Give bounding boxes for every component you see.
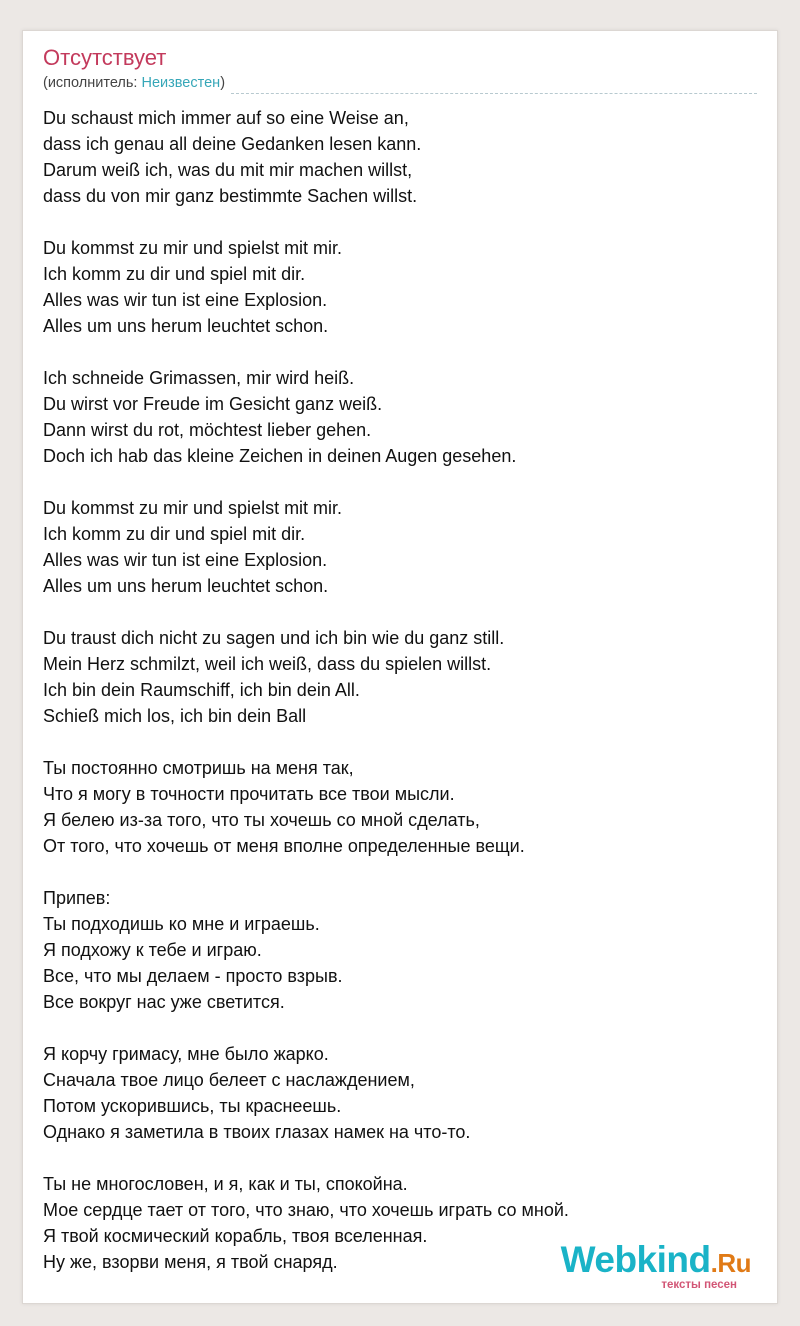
- lyrics-line: Darum weiß ich, was du mit mir machen willst,: [43, 160, 413, 180]
- site-logo[interactable]: [561, 1241, 751, 1291]
- lyrics-stanza: [43, 1171, 569, 1275]
- lyrics-line: Все, что мы делаем - просто взрыв.: [43, 966, 343, 986]
- lyrics-line: Alles um uns herum leuchtet schon.: [43, 316, 329, 336]
- lyrics-line: dass du von mir ganz bestimmte Sachen willst.: [43, 186, 418, 206]
- logo-tld: .Ru: [710, 1248, 751, 1278]
- lyrics-line: Ich komm zu dir und spiel mit dir.: [43, 264, 306, 284]
- lyrics-line: Ich komm zu dir und spiel mit dir.: [43, 524, 306, 544]
- artist-prefix: (исполнитель:: [43, 75, 142, 91]
- lyrics-line: Все вокруг нас уже светится.: [43, 992, 285, 1012]
- lyrics-line: Ich bin dein Raumschiff, ich bin dein All.: [43, 680, 360, 700]
- lyrics-line: Dann wirst du rot, möchtest lieber gehen.: [43, 420, 372, 440]
- song-title: Отсутствует: [43, 45, 167, 70]
- lyrics-stanza: [43, 365, 569, 469]
- lyrics-stanza: [43, 625, 569, 729]
- lyrics-line: Я твой космический корабль, твоя вселенная.: [43, 1226, 428, 1246]
- lyrics-stanza: [43, 235, 569, 339]
- lyrics-card: [22, 30, 778, 1304]
- lyrics-line: Ты не многословен, и я, как и ты, спокойна.: [43, 1174, 408, 1194]
- lyrics-line: Мое сердце тает от того, что знаю, что хочешь играть со мной.: [43, 1200, 569, 1220]
- artist-line: [43, 73, 225, 93]
- lyrics-stanza: [43, 1041, 569, 1145]
- lyrics-line: Alles was wir tun ist eine Explosion.: [43, 290, 328, 310]
- lyrics-line: Mein Herz schmilzt, weil ich weiß, dass du spielen willst.: [43, 654, 492, 674]
- lyrics-line: Ты подходишь ко мне и играешь.: [43, 914, 320, 934]
- logo-name: Webkind: [560, 1239, 711, 1280]
- artist-link[interactable]: Неизвестен: [141, 75, 221, 91]
- lyrics-line: Du traust dich nicht zu sagen und ich bin wie du ganz still.: [43, 628, 505, 648]
- lyrics-line: От того, что хочешь от меня вполне определенные вещи.: [43, 836, 525, 856]
- lyrics-line: Du wirst vor Freude im Gesicht ganz weiß.: [43, 394, 383, 414]
- lyrics-line: Du schaust mich immer auf so eine Weise an,: [43, 108, 409, 128]
- lyrics-line: Что я могу в точности прочитать все твои мысли.: [43, 784, 455, 804]
- lyrics-line: Schieß mich los, ich bin dein Ball: [43, 706, 307, 726]
- lyrics-stanza: [43, 755, 569, 859]
- lyrics-line: Ты постоянно смотришь на меня так,: [43, 758, 354, 778]
- lyrics-line: Однако я заметила в твоих глазах намек на что-то.: [43, 1122, 471, 1142]
- lyrics-line: Сначала твое лицо белеет с наслаждением,: [43, 1070, 415, 1090]
- lyrics-body: [43, 105, 569, 1301]
- dashed-divider: [231, 93, 757, 94]
- lyrics-stanza: [43, 885, 569, 1015]
- lyrics-line: Ну же, взорви меня, я твой снаряд.: [43, 1252, 338, 1272]
- lyrics-line: Я белею из-за того, что ты хочешь со мной сделать,: [43, 810, 480, 830]
- lyrics-stanza: [43, 105, 569, 209]
- lyrics-line: Doch ich hab das kleine Zeichen in deinen Augen gesehen.: [43, 446, 517, 466]
- logo-wordmark: [561, 1241, 751, 1282]
- lyrics-line: Я корчу гримасу, мне было жарко.: [43, 1044, 329, 1064]
- logo-tagline: тексты песен: [661, 1279, 737, 1291]
- lyrics-line: dass ich genau all deine Gedanken lesen kann.: [43, 134, 422, 154]
- lyrics-line: Я подхожу к тебе и играю.: [43, 940, 262, 960]
- lyrics-line: Alles um uns herum leuchtet schon.: [43, 576, 329, 596]
- lyrics-line: Alles was wir tun ist eine Explosion.: [43, 550, 328, 570]
- lyrics-line: Потом ускорившись, ты краснеешь.: [43, 1096, 342, 1116]
- lyrics-line: Припев:: [43, 888, 111, 908]
- lyrics-line: Du kommst zu mir und spielst mit mir.: [43, 498, 343, 518]
- lyrics-stanza: [43, 495, 569, 599]
- lyrics-line: Ich schneide Grimassen, mir wird heiß.: [43, 368, 355, 388]
- lyrics-line: Du kommst zu mir und spielst mit mir.: [43, 238, 343, 258]
- artist-suffix: ): [220, 75, 226, 91]
